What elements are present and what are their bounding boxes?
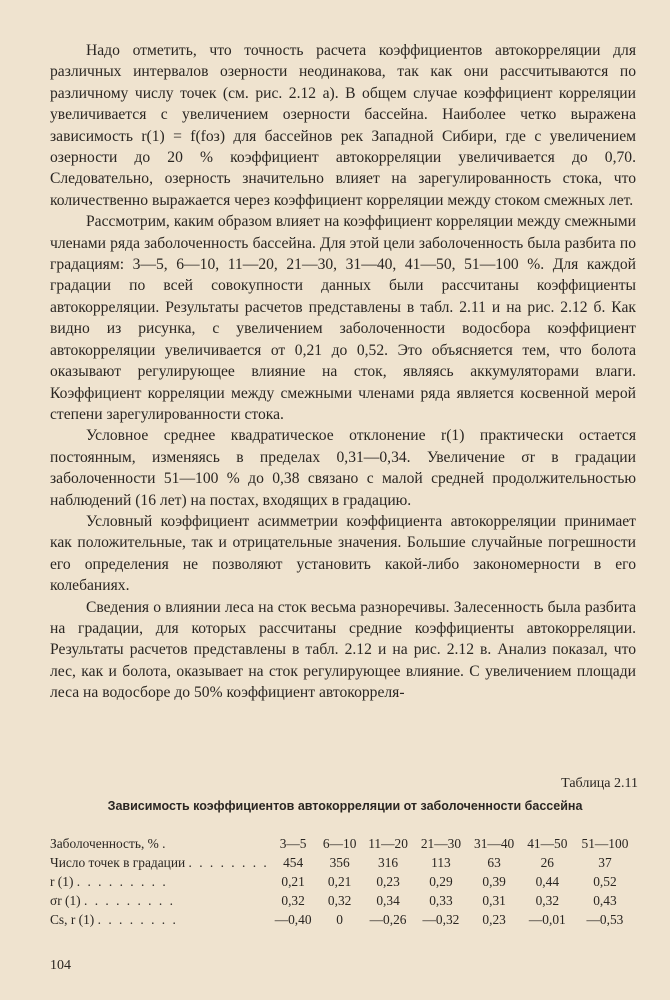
table-cell: —0,53 <box>586 911 624 927</box>
table-cell: 3—5 <box>279 835 307 851</box>
table-cell: 356 <box>329 854 350 870</box>
table-cell: 0,21 <box>281 873 305 889</box>
table-label: Таблица 2.11 <box>561 776 638 791</box>
table-cell: 0,29 <box>429 873 453 889</box>
data-table <box>50 834 636 929</box>
table-row <box>50 891 636 910</box>
table-cell: 0,31 <box>482 892 506 908</box>
table-cell: 0,23 <box>376 873 400 889</box>
table-cell: 37 <box>598 854 612 870</box>
table-row <box>50 910 636 929</box>
table-cell: —0,40 <box>274 911 312 927</box>
paragraph: Рассмотрим, каким образом влияет на коэффициент корреляции между смежными членами ряда заболоченность бассейна. Для этой цели заболоченность была разбита по градациям: 3—5, 6—10, 11—20, 21—30, 31—40, 41—50, 51—100 %. Для каждой градации по всей совокупности данных были рассчитаны коэффициенты автокорреляции. Результаты расчетов представлены в табл. 2.11 и на рис. 2.12 б. Как видно из рисунка, с увеличением заболоченности водосбора коэффициент автокорреляции увеличивается от 0,21 до 0,52. Это объясняется тем, что болота оказывают регулирующее влияние на сток, являясь аккумуляторами влаги. Коэффициент корреляции между смежными членами ряда является косвенной мерой степени зарегулированности стока. <box>50 213 636 423</box>
row-label: σr (1) . . . . . . . . . <box>50 892 175 908</box>
table-cell: 113 <box>431 854 451 870</box>
table-cell: 26 <box>540 854 554 870</box>
table-cell: 0,44 <box>535 873 560 889</box>
row-label: r (1) . . . . . . . . . <box>50 873 168 889</box>
table-cell: 0,52 <box>593 873 617 889</box>
table-cell: 0,33 <box>429 892 453 908</box>
table-cell: —0,01 <box>528 911 566 927</box>
table-row <box>50 853 636 872</box>
table-cell: 0,23 <box>482 911 506 927</box>
row-label: Число точек в градации . . . . . . . . <box>50 854 269 870</box>
body-text <box>50 40 636 704</box>
table-cell: 454 <box>283 854 304 870</box>
table-cell: 21—30 <box>420 835 462 851</box>
table-cell: 63 <box>487 854 501 870</box>
table-cell: 0,39 <box>482 873 506 889</box>
row-label: Заболоченность, % . <box>50 835 168 851</box>
row-label: Cs, r (1) . . . . . . . . <box>50 911 178 927</box>
table-cell: 0,32 <box>535 892 560 908</box>
paragraph: Условный коэффициент асимметрии коэффициента автокорреляции принимает как положительные, так и отрицательные значения. Большие случайные погрешности его определения не позволяют установить какой-либо закономерности в его колебаниях. <box>50 512 636 595</box>
table-cell: 0 <box>336 911 343 927</box>
table-title: Зависимость коэффициентов автокорреляции от заболоченности бассейна <box>107 799 583 813</box>
table-row <box>50 834 636 853</box>
table-cell: 0,43 <box>593 892 617 908</box>
table-cell: 316 <box>378 854 399 870</box>
page-number: 104 <box>50 958 71 973</box>
table-cell: —0,32 <box>422 911 460 927</box>
table-cell: 0,21 <box>327 873 352 889</box>
paragraph: Условное среднее квадратическое отклонение r(1) практически остается постоянным, изменяясь в пределах 0,31—0,34. Увеличение σr в градации заболоченности 51—100 % до 0,38 связано с малой средней продолжительностью наблюдений (16 лет) на постах, входящих в градацию. <box>50 427 636 509</box>
paragraph: Надо отметить, что точность расчета коэффициентов автокорреляции для различных интервалов озерности неодинакова, так как они рассчитываются по различному числу точек (см. рис. 2.12 а). В общем случае коэффициент корреляции увеличивается с увеличением озерности бассейна. Наиболее четко выражена зависимость r(1) = f(fоз) для бассейнов рек Западной Сибири, где с увеличением озерности до 20 % коэффициент автокорреляции увеличивается до 0,70. Следовательно, озерность значительно влияет на зарегулированность стока, что количественно выражается через коэффициент корреляции между стоком смежных лет. <box>50 42 636 209</box>
table-cell: 0,32 <box>281 892 305 908</box>
paragraph: Сведения о влиянии леса на сток весьма разноречивы. Залесенность была разбита на градации, для которых рассчитаны средние коэффициенты автокорреляции. Результаты расчетов представлены в табл. 2.12 и на рис. 2.12 в. Анализ показал, что лес, как и болота, оказывает на сток регулирующее влияние. С увеличением площади леса на водосборе до 50% коэффициент автокорреля- <box>50 598 636 702</box>
table-row <box>50 872 636 891</box>
table-cell: 6—10 <box>322 835 357 851</box>
table-cell: —0,26 <box>369 911 407 927</box>
table-cell: 31—40 <box>474 835 515 851</box>
table-cell: 0,32 <box>327 892 352 908</box>
table-cell: 41—50 <box>527 835 568 851</box>
table-cell: 51—100 <box>581 835 629 851</box>
table-cell: 11—20 <box>368 835 408 851</box>
table-cell: 0,34 <box>376 892 400 908</box>
